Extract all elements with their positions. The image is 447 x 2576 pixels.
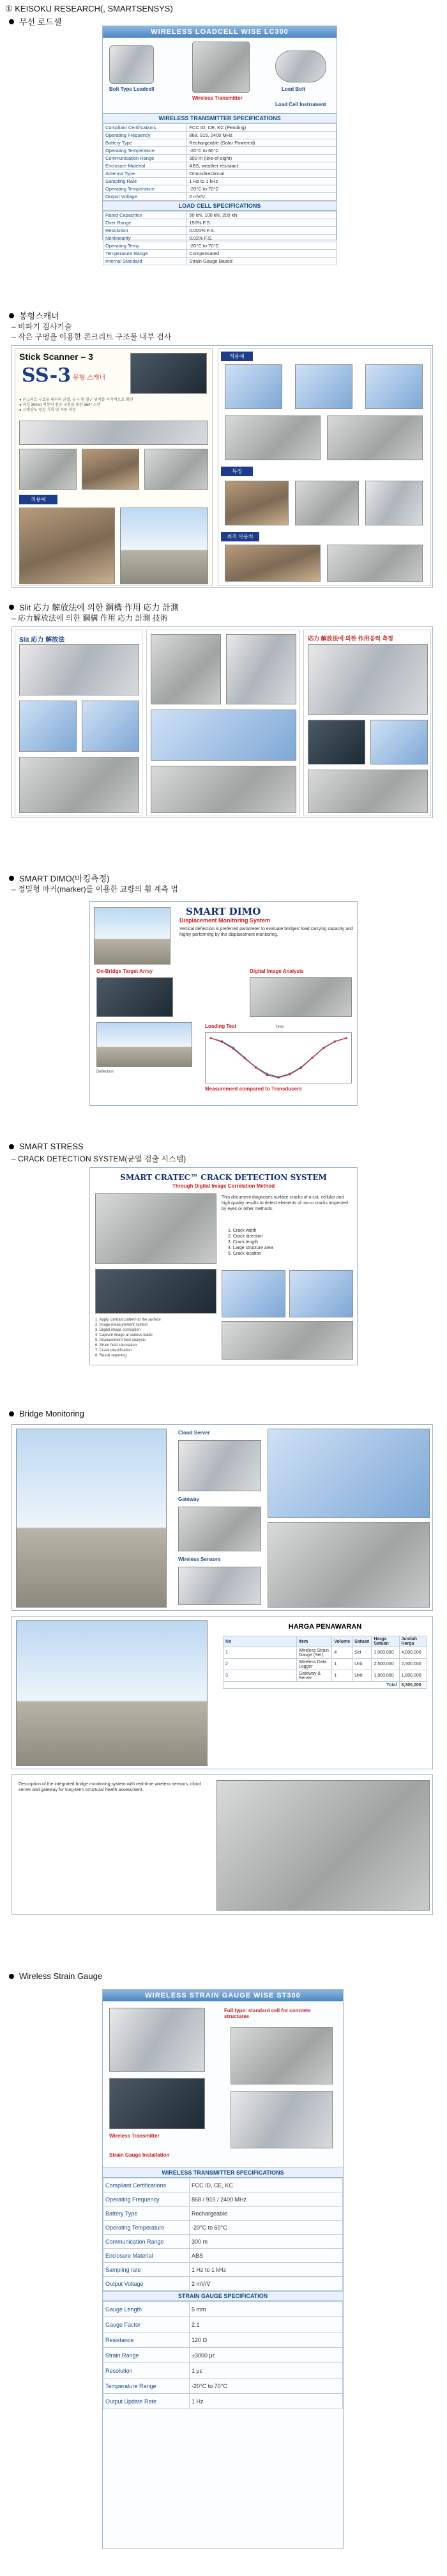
diagram-3 (365, 364, 423, 409)
price-cell: 3 (224, 1670, 297, 1682)
deflection-point (345, 1037, 347, 1039)
deflection-point (209, 1037, 211, 1039)
scanner-diagrams (218, 348, 431, 586)
spec-key: Battery Type (103, 2207, 190, 2221)
loadcell-spec2-table (103, 211, 337, 265)
spec-key: Internal Standard (103, 258, 187, 265)
wsg-spec2-table (103, 2301, 343, 2409)
diagram-8 (365, 481, 423, 525)
diagram-2 (295, 364, 352, 409)
price-table (223, 1636, 427, 1689)
spec-row (103, 258, 337, 265)
dimo-target-label: On-Bridge Target Array (96, 968, 153, 974)
spec-row (103, 2317, 343, 2332)
deflection-point (255, 1067, 257, 1069)
section-loadcell-title: 무선 로드셀 (9, 15, 61, 27)
spec-row (103, 250, 337, 258)
spec-row (103, 2394, 343, 2409)
spec-value: 1 Hz (190, 2394, 343, 2409)
dimo-description: Vertical deflection is preferred parameter to evaluate bridges' load carrying capacity and highly performing by the displacement monitoring. (179, 927, 353, 937)
scanner-product-card (15, 348, 213, 586)
spec-row (103, 2249, 343, 2263)
bolt-label: Bolt Type Loadcell (109, 86, 155, 92)
spec-row (103, 2235, 343, 2249)
deflection-point (300, 1067, 302, 1069)
wsg-gauge-image (231, 2091, 333, 2148)
load-bolt-label: Load Bolt (282, 86, 305, 92)
spec-key: Antenna Type (103, 170, 187, 178)
stress-analysis-2 (289, 1270, 353, 1317)
bridge-server-label: Cloud Server (178, 1430, 210, 1436)
deflection-point (322, 1047, 324, 1049)
bridge-sensors-label: Wireless Sensors (178, 1556, 221, 1562)
spec-row (103, 132, 337, 139)
section-wsg-title: Wireless Strain Gauge (9, 1971, 102, 1981)
diagram-10 (327, 545, 423, 582)
spec-row (103, 2263, 343, 2277)
wsg-figure (103, 2001, 343, 2168)
slit-middle-card (146, 630, 299, 816)
spec-value: 2 mV/V (190, 2277, 343, 2291)
dimo-bridge-photo (94, 907, 170, 965)
spec-row (103, 2348, 343, 2363)
slit-photo-3 (226, 634, 296, 704)
slit-left-card (15, 630, 142, 816)
wsg-cell-label: Full type: standard cell for concrete structures (224, 2008, 311, 2019)
spec-value: 1 με (190, 2363, 343, 2378)
bridge-note: Description of the integrated bridge monitoring system with real-time wireless sensors, cloud server and gateway for long-term structural health assessment. (19, 1782, 201, 1792)
scanner-sub2: – 작은 구멍을 이용한 콘크리트 구조물 내부 검사 (11, 332, 172, 341)
stress-sub: – CRACK DETECTION SYSTEM(균열 검출 시스템) (11, 1154, 186, 1163)
scanner-description: ● 콘크리트 구조물 내부의 균열, 공극 및 철근 위치를 시각적으로 확인 ● 직경 30mm 이상의 천공 구멍을 통한 360° 스캔 ● 고해상도 영상 기록 및 자동 저장 (19, 398, 133, 412)
spec-key: Resolution (103, 227, 187, 235)
section-dimo-title: SMART DIMO(마킹측정) (9, 872, 109, 884)
scanner-photo-2 (82, 449, 139, 490)
slit-right-card (303, 630, 431, 816)
price-header-cell: Jumlah Harga (399, 1636, 427, 1647)
wsg-gauge-label: Strain Gauge Installation (109, 2152, 170, 2158)
spec-row (103, 147, 337, 155)
wsg-panel (102, 1989, 344, 2549)
section-slit-title: Slit 応力 解放法에 의한 鋼構 作用 応力 計測 (9, 601, 179, 613)
price-total-row (224, 1682, 427, 1689)
scanner-probe-image (19, 421, 208, 445)
price-header-cell: Harga Satuan (372, 1636, 399, 1647)
wsg-panel-title: WIRELESS STRAIN GAUGE WISE ST300 (103, 1990, 343, 2001)
bridge-gateway-image (178, 1507, 261, 1551)
loadcell-panel-title: WIRELESS LOADCELL WISE LC300 (103, 26, 337, 38)
spec-row (103, 2207, 343, 2221)
spec-key: Gauge Factor (103, 2317, 190, 2332)
wsg-cell-image (231, 2027, 333, 2084)
spec-key: Compliant Certifications (103, 2178, 190, 2192)
slit-device-image (308, 644, 428, 715)
spec-key: Operating Frequency (103, 132, 187, 139)
spec-value: -20°C to 60°C (190, 2221, 343, 2235)
spec-value: -20°C to 60°C (187, 147, 337, 155)
slit-diagram-2 (82, 701, 139, 752)
spec-key: Sampling Rate (103, 178, 187, 185)
scanner-device-image (130, 353, 207, 394)
price-cell: 1,000,000 (372, 1647, 399, 1659)
spec-key: Output Voltage (103, 193, 187, 201)
spec-value: -20°C to 70°C (190, 2378, 343, 2394)
loadcell-panel (102, 26, 337, 264)
spec-row (103, 2221, 343, 2235)
spec-key: Temperature Range (103, 2378, 190, 2394)
loadcell-figure (103, 38, 337, 113)
spec-value: ABS, weather resistant (187, 162, 337, 170)
stress-subtitle: Through Digital Image Correlation Method (172, 1183, 275, 1189)
spec-row (103, 2302, 343, 2317)
scanner-panel (11, 345, 433, 588)
spec-row (103, 139, 337, 147)
deflection-point (266, 1074, 268, 1076)
price-title: HARGA PENAWARAN (288, 1623, 362, 1631)
spec-key: Rated Capacities (103, 212, 187, 219)
spec-row (103, 2277, 343, 2291)
price-header-cell: No (224, 1636, 297, 1647)
dimo-loading-label: Loading Test (205, 1023, 237, 1029)
price-header-cell: Item (296, 1636, 332, 1647)
wsg-wireless-label: Wireless Transmitter (109, 2133, 160, 2139)
diagram-9 (225, 545, 321, 582)
spec-value: Rechargeable (190, 2207, 343, 2221)
bridge-sensors-image (178, 1567, 261, 1605)
price-row (224, 1670, 427, 1682)
spec-value: ABS (190, 2249, 343, 2263)
spec-value: 120 Ω (190, 2332, 343, 2348)
scanner-box-title: 적용예 (19, 495, 57, 504)
spec-key: Operating Temperature (103, 185, 187, 193)
deflection-point (243, 1057, 245, 1059)
deflection-chart-svg (206, 1033, 351, 1083)
dimo-deflection-chart (205, 1032, 352, 1083)
spec-value: 868, 915, 2400 MHz (187, 132, 337, 139)
spec-value: 150% F.S. (187, 219, 337, 227)
scanner-feature-title: 특징 (221, 467, 253, 476)
spec-key: Operating Frequency (103, 2192, 190, 2207)
spec-row (103, 162, 337, 170)
stress-site (222, 1321, 353, 1360)
spec-key: Output Update Rate (103, 2394, 190, 2409)
bridge-price-panel (11, 1616, 433, 1769)
loadcell-label: Load Cell Instrument (275, 102, 326, 107)
scanner-photo-3 (144, 449, 208, 490)
page-header: ① KEISOKU RESEARCH(, SMARTSENSYS) (5, 4, 173, 13)
spec-row (103, 2363, 343, 2378)
slit-graph (151, 710, 296, 761)
wsg-spec-title: WIRELESS TRANSMITTER SPECIFICATIONS (103, 2168, 343, 2178)
wsg-spec-table (103, 2178, 343, 2291)
spec-row (103, 193, 337, 201)
bridge-gateway-label: Gateway (178, 1496, 199, 1502)
slit-logger-image (308, 720, 365, 764)
spec-value: ±3000 με (190, 2348, 343, 2363)
spec-key: Temperature Range (103, 250, 187, 258)
spec-row (103, 155, 337, 162)
slit-diagram-1 (19, 701, 77, 752)
dimo-bridge-elevation (96, 1022, 192, 1067)
section-scanner-title: 봉형스캐너 (9, 309, 59, 322)
spec-row (103, 2192, 343, 2207)
price-total-value: 8,300,000 (399, 1682, 427, 1689)
stress-list: 1. Crack width 2. Crack direction 3. Crack length 4. Large structure area 5. Crack location (228, 1229, 273, 1256)
spec-value: Compensated (187, 250, 337, 258)
dimo-panel (89, 901, 358, 1106)
spec-value: 1 Hz to 1 kHz (187, 178, 337, 185)
stress-crack-image (95, 1269, 216, 1314)
price-row (224, 1659, 427, 1670)
load-bolt-image (275, 50, 326, 82)
bridge-spec-sheet (268, 1522, 430, 1608)
slit-photo-4 (151, 766, 296, 813)
price-cell: 1 (332, 1659, 352, 1670)
price-cell: 2 (224, 1659, 297, 1670)
scanner-photo-1 (19, 449, 77, 490)
spec-value: 300 m (line-of-sight) (187, 155, 337, 162)
spec-row (103, 242, 337, 250)
price-header-cell: Satuan (352, 1636, 372, 1647)
spec-key: Enclosure Material (103, 162, 187, 170)
slit-heading: Slit 応力 解放法 (19, 637, 65, 644)
diagram-5 (327, 415, 423, 460)
slit-photo (19, 644, 139, 695)
stress-photo (95, 1193, 216, 1264)
spec-value: 300 m (190, 2235, 343, 2249)
scanner-sub1: – 비파기 검사기술 (11, 322, 72, 331)
stress-description: This document diagnoses surface cracks of a cut, cellular and high quality results to detect elements of micro cracks inspected by eyes or other methods. (222, 1195, 349, 1211)
dimo-result-label: Measurement compared to Transducers (205, 1086, 302, 1092)
bridge-monitor-image (216, 1780, 430, 1911)
deflection-point (277, 1076, 279, 1078)
price-cell: 1,800,000 (372, 1670, 399, 1682)
diagram-6 (225, 481, 289, 525)
spec-row (103, 212, 337, 219)
stress-panel (89, 1167, 358, 1365)
spec-value: 2.1 (190, 2317, 343, 2332)
scanner-product-code: SS-3 (22, 364, 72, 387)
price-cell: 1,800,000 (399, 1670, 427, 1682)
slit-note-heading: 応力 解放法에 의한 作用응력 측정 (308, 635, 393, 642)
dimo-camera-image (250, 977, 352, 1017)
slit-panel (11, 626, 433, 818)
spec-value: -20°C to 70°C (187, 242, 337, 250)
dimo-subtitle: Displacement Monitoring System (179, 917, 271, 924)
scanner-applied-image (19, 508, 115, 584)
bridge-layout-image (16, 1620, 208, 1766)
deflection-point (221, 1041, 223, 1043)
spec-value: 868 / 915 / 2400 MHz (190, 2192, 343, 2207)
spec-row (103, 219, 337, 227)
deflection-series-line (211, 1038, 346, 1077)
stress-analysis-1 (222, 1270, 285, 1317)
price-cell: 4 (332, 1647, 352, 1659)
spec-row (103, 185, 337, 193)
scanner-product-title: Stick Scanner – 3 (19, 352, 93, 362)
slit-diagram-3 (19, 757, 139, 813)
price-cell: 4,000,000 (399, 1647, 427, 1659)
deflection-point (232, 1048, 234, 1050)
stress-steps: 1. Apply contrast pattern to the surface 2. Image measurement system 3. Digital image correlation 4. Capture image at various loads 5. Displacement field analysis 6. Strain field calculation 7. Crack identification 8. Result reporting (95, 1318, 161, 1358)
spec-row (103, 2178, 343, 2192)
loadcell-spec2-title: LOAD CELL SPECIFICATIONS (103, 201, 337, 211)
spec-value: 0.001% F.S. (187, 227, 337, 235)
dimo-axis-x: Time (275, 1025, 284, 1029)
price-header-cell: Volume (332, 1636, 352, 1647)
bridge-system-panel (11, 1424, 433, 1611)
spec-key: Compliant Certifications (103, 124, 187, 132)
spec-key: Nonlinearity (103, 235, 187, 242)
spec-value: FCC ID, CE, KC (Pending) (187, 124, 337, 132)
price-cell: Set (352, 1647, 372, 1659)
spec-value: 2 mV/V (187, 193, 337, 201)
stress-title: SMART CRATEC™ CRACK DETECTION SYSTEM (120, 1173, 327, 1182)
deflection-point (334, 1041, 336, 1043)
bridge-server-image (178, 1440, 261, 1491)
spec-key: Enclosure Material (103, 2249, 190, 2263)
spec-row (103, 124, 337, 132)
wsg-spec2-title: STRAIN GAUGE SPECIFICATION (103, 2291, 343, 2301)
spec-key: Over Range (103, 219, 187, 227)
bolt-loadcell-image (109, 45, 154, 84)
spec-key: Battery Type (103, 139, 187, 147)
diagram-7 (295, 481, 359, 525)
scanner-site-image (120, 508, 208, 584)
wsg-transmitter-image (109, 2078, 205, 2129)
spec-key: Operating Temp. (103, 242, 187, 250)
dimo-target-image (96, 977, 173, 1017)
slit-photo-2 (151, 634, 221, 704)
scanner-use-title: 최적 사용처 (221, 532, 259, 541)
wsg-dimension-image (109, 2008, 205, 2072)
spec-value: -20°C to 70°C (187, 185, 337, 193)
spec-key: Output Voltage (103, 2277, 190, 2291)
price-total-label: Total (224, 1682, 400, 1689)
section-stress-title: SMART STRESS (9, 1142, 84, 1151)
slit-result-image (370, 720, 428, 764)
transmitter-label: Wireless Transmitter (192, 95, 243, 101)
spec-key: Communication Range (103, 155, 187, 162)
transmitter-image (192, 42, 250, 93)
dimo-axis-y: Deflection (96, 1070, 114, 1074)
price-header-row (224, 1636, 427, 1647)
price-cell: 2,500,000 (399, 1659, 427, 1670)
deflection-point (311, 1057, 313, 1059)
spec-key: Resolution (103, 2363, 190, 2378)
bridge-note-panel (11, 1774, 433, 1915)
price-cell: Wireless Data Logger (296, 1659, 332, 1670)
price-cell: 2,500,000 (372, 1659, 399, 1670)
deflection-point (289, 1073, 291, 1075)
spec-value: 50 kN, 100 kN, 200 kN (187, 212, 337, 219)
spec-value: FCC ID, CE, KC (190, 2178, 343, 2192)
bridge-dashboard-image (268, 1429, 430, 1518)
loadcell-spec-table (103, 123, 337, 201)
section-bridge-title: Bridge Monitoring (9, 1409, 84, 1418)
price-cell: Unit (352, 1659, 372, 1670)
spec-key: Resistance (103, 2332, 190, 2348)
price-cell: Gateway & Server (296, 1670, 332, 1682)
diagram-4 (225, 415, 321, 460)
scanner-tagline: 봉형 스캐너 (73, 375, 106, 382)
spec-value: 0.02% F.S. (187, 235, 337, 242)
price-cell: Wireless Strain Gauge (Set) (296, 1647, 332, 1659)
spec-row (103, 2332, 343, 2348)
slit-sub: – 応力解放法에 의한 鋼構 作用 応力 計測 技術 (11, 614, 168, 623)
price-cell: 1 (332, 1670, 352, 1682)
spec-value: Omni-directional (187, 170, 337, 178)
spec-value: Strain Gauge Based (187, 258, 337, 265)
spec-row (103, 235, 337, 242)
bridge-structure-image (16, 1429, 167, 1608)
scanner-diagram-title: 적용예 (221, 352, 253, 361)
dimo-title: SMART DIMO (186, 906, 261, 917)
spec-row (103, 2378, 343, 2394)
price-row (224, 1647, 427, 1659)
spec-key: Operating Temperature (103, 147, 187, 155)
spec-key: Sampling rate (103, 2263, 190, 2277)
spec-value: 5 mm (190, 2302, 343, 2317)
spec-row (103, 170, 337, 178)
spec-row (103, 178, 337, 185)
dimo-camera-label: Digital Image Analysis (250, 968, 304, 974)
deflection-series-line (211, 1038, 346, 1078)
spec-row (103, 227, 337, 235)
price-cell: 1 (224, 1647, 297, 1659)
spec-key: Communication Range (103, 2235, 190, 2249)
price-cell: Unit (352, 1670, 372, 1682)
spec-value: 1 Hz to 1 kHz (190, 2263, 343, 2277)
spec-key: Strain Range (103, 2348, 190, 2363)
spec-key: Operating Temperature (103, 2221, 190, 2235)
spec-key: Gauge Length (103, 2302, 190, 2317)
spec-value: Rechargeable (Solar Powered) (187, 139, 337, 147)
dimo-sub: – 정밀형 마커(marker)를 이용한 교량의 휨 계측 법 (11, 885, 178, 894)
loadcell-spec-title: WIRELESS TRANSMITTER SPECIFICATIONS (103, 113, 337, 123)
slit-site-image (308, 770, 428, 813)
diagram-1 (225, 364, 282, 409)
